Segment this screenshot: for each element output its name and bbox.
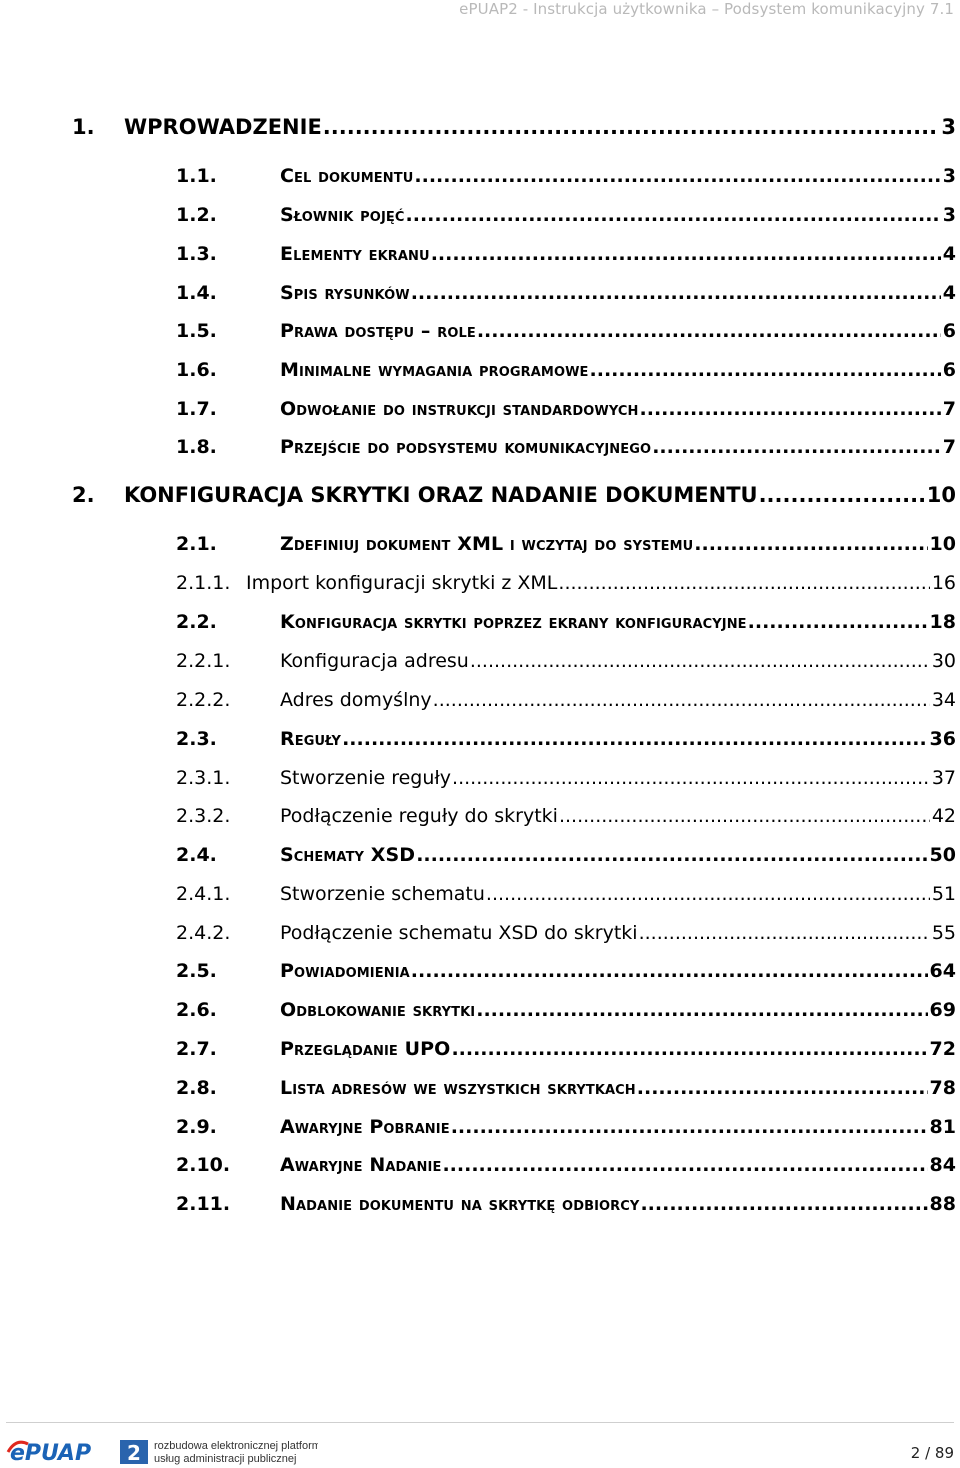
toc-entry-2-2[interactable] xyxy=(176,611,956,641)
toc-title: Konfiguracja adresu xyxy=(280,650,469,672)
toc-title: Zdefiniuj dokument XML i wczytaj do systemu xyxy=(280,533,694,555)
toc-number: 2.6. xyxy=(176,999,217,1021)
toc-number: 2.2.2. xyxy=(176,689,231,711)
toc-leader xyxy=(442,1154,927,1176)
logo-caption-line2: usług administracji publicznej xyxy=(154,1453,297,1465)
toc-title: Awaryjne Pobranie xyxy=(280,1116,450,1138)
toc-number: 2. xyxy=(72,483,95,507)
toc-number: 2.3. xyxy=(176,728,217,750)
toc-entry-2-3-1[interactable] xyxy=(176,767,956,797)
toc-number: 1. xyxy=(72,115,95,139)
toc-title: Nadanie dokumentu na skrytkę odbiorcy xyxy=(280,1193,640,1215)
toc-page: 64 xyxy=(929,960,956,982)
toc-entry-1-7[interactable] xyxy=(176,398,956,428)
toc-leader xyxy=(416,844,927,866)
toc-entry-1-5[interactable] xyxy=(176,320,956,350)
toc-page: 7 xyxy=(942,398,956,420)
toc-page: 7 xyxy=(942,436,956,458)
toc-entry-2-3-2[interactable] xyxy=(176,805,956,835)
toc-leader xyxy=(590,359,941,381)
toc-number: 1.6. xyxy=(176,359,217,381)
toc-title: Podłączenie schematu XSD do skrytki xyxy=(280,922,638,944)
toc-number: 2.3.2. xyxy=(176,805,231,827)
toc-page: 69 xyxy=(929,999,956,1021)
toc-number: 2.2.1. xyxy=(176,650,231,672)
toc-page: 50 xyxy=(929,844,956,866)
toc-leader xyxy=(451,1038,927,1060)
toc-entry-2-3[interactable] xyxy=(176,728,956,758)
toc-number: 2.10. xyxy=(176,1154,231,1176)
toc-entry-1-3[interactable] xyxy=(176,243,956,273)
toc-leader xyxy=(652,436,941,458)
toc-number: 2.9. xyxy=(176,1116,217,1138)
toc-title: Schematy XSD xyxy=(280,844,416,866)
toc-page: 88 xyxy=(929,1193,956,1215)
toc-page: 10 xyxy=(929,533,956,555)
toc-page: 78 xyxy=(929,1077,956,1099)
toc-title: WPROWADZENIE xyxy=(124,115,322,139)
toc-leader xyxy=(433,689,930,711)
toc-title: Spis rysunków xyxy=(280,282,410,304)
toc-page: 81 xyxy=(929,1116,956,1138)
epuap-logo xyxy=(6,1436,318,1466)
toc-page: 3 xyxy=(942,165,956,187)
toc-number: 2.4. xyxy=(176,844,217,866)
toc-leader xyxy=(559,805,930,827)
toc-leader xyxy=(694,533,927,555)
toc-title: Przejście do podsystemu komunikacyjnego xyxy=(280,436,652,458)
toc-leader xyxy=(451,1116,928,1138)
toc-entry-2-4-1[interactable] xyxy=(176,883,956,913)
toc-page: 51 xyxy=(931,883,956,905)
toc-entry-2[interactable] xyxy=(72,483,956,513)
toc-number: 1.1. xyxy=(176,165,217,187)
toc-title: Stworzenie reguły xyxy=(280,767,452,789)
toc-page: 42 xyxy=(931,805,956,827)
toc-page: 3 xyxy=(941,115,956,139)
toc-title: Prawa dostępu – role xyxy=(280,320,476,342)
toc-leader xyxy=(748,611,928,633)
toc-entry-2-4[interactable] xyxy=(176,844,956,874)
toc-entry-2-10[interactable] xyxy=(176,1154,956,1184)
toc-entry-2-9[interactable] xyxy=(176,1116,956,1146)
toc-title: Powiadomienia xyxy=(280,960,410,982)
toc-title: KONFIGURACJA SKRYTKI ORAZ NADANIE DOKUMENTU xyxy=(124,483,758,507)
toc-number: 1.7. xyxy=(176,398,217,420)
toc-page: 4 xyxy=(942,243,956,265)
toc-number: 2.3.1. xyxy=(176,767,231,789)
toc-title: Minimalne wymagania programowe xyxy=(280,359,589,381)
toc-entry-2-11[interactable] xyxy=(176,1193,956,1223)
toc-title: Słownik pojęć xyxy=(280,204,405,226)
toc-page: 3 xyxy=(942,204,956,226)
toc-leader xyxy=(477,320,941,342)
toc-leader xyxy=(431,243,941,265)
toc-number: 2.4.2. xyxy=(176,922,231,944)
toc-title: Przeglądanie UPO xyxy=(280,1038,451,1060)
toc-number: 2.1.1. xyxy=(176,572,231,594)
toc-leader xyxy=(452,767,930,789)
toc-entry-2-5[interactable] xyxy=(176,960,956,990)
footer-divider xyxy=(6,1422,954,1423)
toc-leader xyxy=(476,999,927,1021)
toc-page: 18 xyxy=(929,611,956,633)
toc-title: Odblokowanie skrytki xyxy=(280,999,476,1021)
toc-leader xyxy=(411,282,941,304)
toc-title: Cel dokumentu xyxy=(280,165,414,187)
toc-leader xyxy=(639,922,930,944)
toc-entry-2-6[interactable] xyxy=(176,999,956,1029)
epuap-logo-graphic xyxy=(6,1436,318,1466)
toc-title: Reguły xyxy=(280,728,342,750)
toc-entry-2-1-1[interactable] xyxy=(176,572,956,602)
toc-page: 34 xyxy=(931,689,956,711)
toc-title: Stworzenie schematu xyxy=(280,883,485,905)
toc-title: Awaryjne Nadanie xyxy=(280,1154,442,1176)
toc-entry-2-2-1[interactable] xyxy=(176,650,956,680)
toc-leader xyxy=(323,115,940,139)
toc-title: Lista adresów we wszystkich skrytkach xyxy=(280,1077,636,1099)
toc-number: 1.5. xyxy=(176,320,217,342)
toc-page: 4 xyxy=(942,282,956,304)
toc-number: 1.3. xyxy=(176,243,217,265)
toc-page: 84 xyxy=(929,1154,956,1176)
toc-number: 2.1. xyxy=(176,533,217,555)
toc-number: 2.4.1. xyxy=(176,883,231,905)
toc-entry-1-6[interactable] xyxy=(176,359,956,389)
toc-entry-2-7[interactable] xyxy=(176,1038,956,1068)
toc-number: 2.5. xyxy=(176,960,217,982)
toc-page: 55 xyxy=(931,922,956,944)
toc-title: Odwołanie do instrukcji standardowych xyxy=(280,398,639,420)
toc-entry-1-8[interactable] xyxy=(176,436,956,466)
toc-entry-2-8[interactable] xyxy=(176,1077,956,1107)
toc-title: Konfiguracja skrytki poprzez ekrany konfiguracyjne xyxy=(280,611,747,633)
toc-entry-1-2[interactable] xyxy=(176,204,956,234)
toc-entry-2-1[interactable] xyxy=(176,533,956,563)
toc-entry-2-2-2[interactable] xyxy=(176,689,956,719)
toc-page: 30 xyxy=(931,650,956,672)
toc-number: 2.7. xyxy=(176,1038,217,1060)
toc-title: Import konfiguracji skrytki z XML xyxy=(246,572,558,594)
toc-title: Elementy ekranu xyxy=(280,243,430,265)
toc-page: 6 xyxy=(942,320,956,342)
logo-badge-number: 2 xyxy=(127,1441,141,1465)
logo-caption-line1: rozbudowa elektronicznej platformy xyxy=(154,1440,318,1452)
toc-entry-1-1[interactable] xyxy=(176,165,956,195)
toc-page: 72 xyxy=(929,1038,956,1060)
toc-page: 37 xyxy=(931,767,956,789)
toc-number: 2.2. xyxy=(176,611,217,633)
toc-leader xyxy=(406,204,941,226)
toc-number: 1.8. xyxy=(176,436,217,458)
toc-leader xyxy=(411,960,928,982)
toc-leader xyxy=(640,1193,927,1215)
toc-leader xyxy=(637,1077,928,1099)
toc-page: 6 xyxy=(942,359,956,381)
toc-leader xyxy=(414,165,940,187)
toc-title: Podłączenie reguły do skrytki xyxy=(280,805,558,827)
toc-number: 2.11. xyxy=(176,1193,231,1215)
toc-entry-1[interactable] xyxy=(72,115,956,145)
toc-page: 36 xyxy=(929,728,956,750)
toc-number: 2.8. xyxy=(176,1077,217,1099)
toc-page: 16 xyxy=(931,572,956,594)
running-header: ePUAP2 - Instrukcja użytkownika – Podsystem komunikacyjny 7.1 xyxy=(459,0,954,18)
toc-leader xyxy=(558,572,929,594)
toc-entry-2-4-2[interactable] xyxy=(176,922,956,952)
toc-title: Adres domyślny xyxy=(280,689,432,711)
toc-leader xyxy=(486,883,930,905)
page-number: 2 / 89 xyxy=(910,1444,954,1462)
toc-leader xyxy=(342,728,927,750)
toc-leader xyxy=(640,398,941,420)
toc-page: 10 xyxy=(926,483,956,507)
toc-number: 1.2. xyxy=(176,204,217,226)
logo-wordmark: ePUAP xyxy=(10,1441,92,1466)
toc-entry-1-4[interactable] xyxy=(176,282,956,312)
toc-leader xyxy=(470,650,930,672)
toc-leader xyxy=(759,483,925,507)
toc-number: 1.4. xyxy=(176,282,217,304)
